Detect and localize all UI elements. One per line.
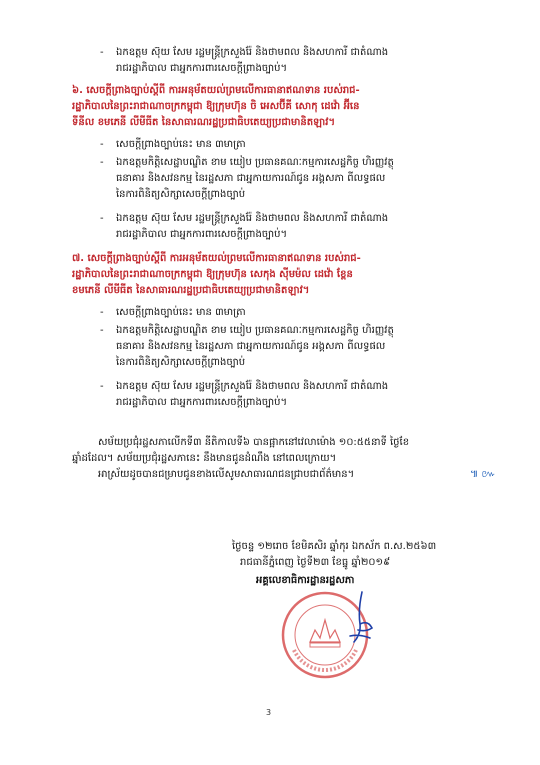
bullet-line: រាជរដ្ឋាភិបាល ជាអ្នកការពារសេចក្តីព្រាងច្បាប់។ [116, 229, 288, 240]
bullet-line: ឯកឧត្តមកិត្តិសេដ្ឋាបណ្ឌិត ខាម យៀប ប្រធានគណៈកម្មការសេដ្ឋកិច្ច ហិរញ្ញវត្ថុ [116, 157, 394, 168]
bullet-dash: - [100, 47, 104, 58]
bullet-line: រាជរដ្ឋាភិបាល ជាអ្នកការពារសេចក្តីព្រាងច្បាប់។ [116, 63, 288, 74]
section-heading: ៧. សេចក្តីព្រាងច្បាប់ស្តីពី ការអនុម័តយល់ព្រមលើការធានាឥណទាន របស់រាជ- [72, 253, 361, 264]
bullet-line: ធនាគារ និងសវនកម្ម នៃរដ្ឋសភា ជាអ្នកាយការណ៍ជូន អង្គសភា ពីលទ្ធផល [116, 173, 386, 184]
bullet-line: ឯកឧត្តមកិត្តិសេដ្ឋាបណ្ឌិត ខាម យៀប ប្រធានគណៈកម្មការសេដ្ឋកិច្ច ហិរញ្ញវត្ថុ [116, 325, 394, 336]
closing-line: សម័យប្រជុំរដ្ឋសភាលើកទី៣ នីតិកាលទី៦ បានផ្អាកនៅវេលាម៉ោង ១០:៥៥នាទី ថ្ងៃខែ [98, 437, 410, 448]
bullet-dash: - [100, 157, 104, 168]
bullet-dash: - [100, 325, 104, 336]
section-heading: ខមភេនី លីមីធីត នៃសាធារណរដ្ឋប្រជាធិបតេយ្យប្រជាមានិតឡាវ។ [72, 285, 310, 296]
closing-mark: ៕ ៚ [470, 469, 496, 480]
bullet-dash: - [100, 139, 104, 150]
section-heading: ៦. សេចក្តីព្រាងច្បាប់ស្តីពី ការអនុម័តយល់ព្រមលើការធានាឥណទាន របស់រាជ- [72, 85, 360, 96]
bullet-line: ឯកឧត្តម ស៊ុយ សែម រដ្ឋមន្ត្រីក្រសួងរ៉ែ និងថាមពល និងសហការី ជាតំណាង [116, 47, 389, 58]
page-number: 3 [266, 708, 272, 717]
bullet-dash: - [100, 381, 104, 392]
bullet-line: នៃការពិនិត្យសិក្សាសេចក្តីព្រាងច្បាប់ [116, 189, 246, 200]
bullet-dash: - [100, 307, 104, 318]
closing-line: ឆ្នាំដដែល។ សម័យប្រជុំរដ្ឋសភានេះ នឹងមានជូនដំណឹង នៅពេលក្រោយ។ [72, 453, 337, 464]
handwritten-signature [340, 590, 380, 650]
dateline-lunar: ថ្ងៃចន្ទ ១២រោច ខែមិគសិរ ឆ្នាំកុរ ឯកស័ក ព.ស.២៥៦៣ [232, 541, 437, 552]
bullet-line: ឯកឧត្តម ស៊ុយ សែម រដ្ឋមន្ត្រីក្រសួងរ៉ែ និងថាមពល និងសហការី ជាតំណាង [116, 213, 389, 224]
section-heading: រដ្ឋាភិបាលនៃព្រះរាជាណាចក្រកម្ពុជា ឱ្យក្រុមហ៊ុន ចិ អេសប៊ីគី សោកុ ដេវ៉ោ អ៊ីនេ [72, 101, 360, 112]
bullet-line: រាជរដ្ឋាភិបាល ជាអ្នកការពារសេចក្តីព្រាងច្បាប់។ [116, 397, 288, 408]
section-heading: រដ្ឋាភិបាលនៃព្រះរាជាណាចក្រកម្ពុជា ឱ្យក្រុមហ៊ុន សេកុង ស៊ីមម៉ល ដេវ៉ោ ខ្ពែន [72, 269, 353, 280]
closing-line: អាស្រ័យដូចបានជម្រាបជូនខាងលើសូមសាធារណជនជ្រាបជាព័ត៌មាន។ [98, 469, 355, 480]
dateline-gregorian: រាជធានីភ្នំពេញ ថ្ងៃទី២៣ ខែធ្នូ ឆ្នាំ២០១៩ [240, 557, 391, 568]
bullet-line: សេចក្តីព្រាងច្បាប់នេះ មាន ៣មាត្រា [116, 139, 246, 150]
section-heading: ទីនីល ខមភេនី លីមីធីត នៃសាធារណរដ្ឋប្រជាធិបតេយ្យប្រជាមានិតឡាវ។ [72, 117, 336, 128]
bullet-line: នៃការពិនិត្យសិក្សាសេចក្តីព្រាងច្បាប់ [116, 357, 246, 368]
bullet-line: សេចក្តីព្រាងច្បាប់នេះ មាន ៣មាត្រា [116, 307, 246, 318]
bullet-line: ធនាគារ និងសវនកម្ម នៃរដ្ឋសភា ជាអ្នកាយការណ៍ជូន អង្គសភា ពីលទ្ធផល [116, 341, 386, 352]
bullet-line: ឯកឧត្តម ស៊ុយ សែម រដ្ឋមន្ត្រីក្រសួងរ៉ែ និងថាមពល និងសហការី ជាតំណាង [116, 381, 389, 392]
signatory-title: អគ្គលេខាធិការដ្ឋានរដ្ឋសភា [256, 575, 355, 586]
bullet-dash: - [100, 213, 104, 224]
